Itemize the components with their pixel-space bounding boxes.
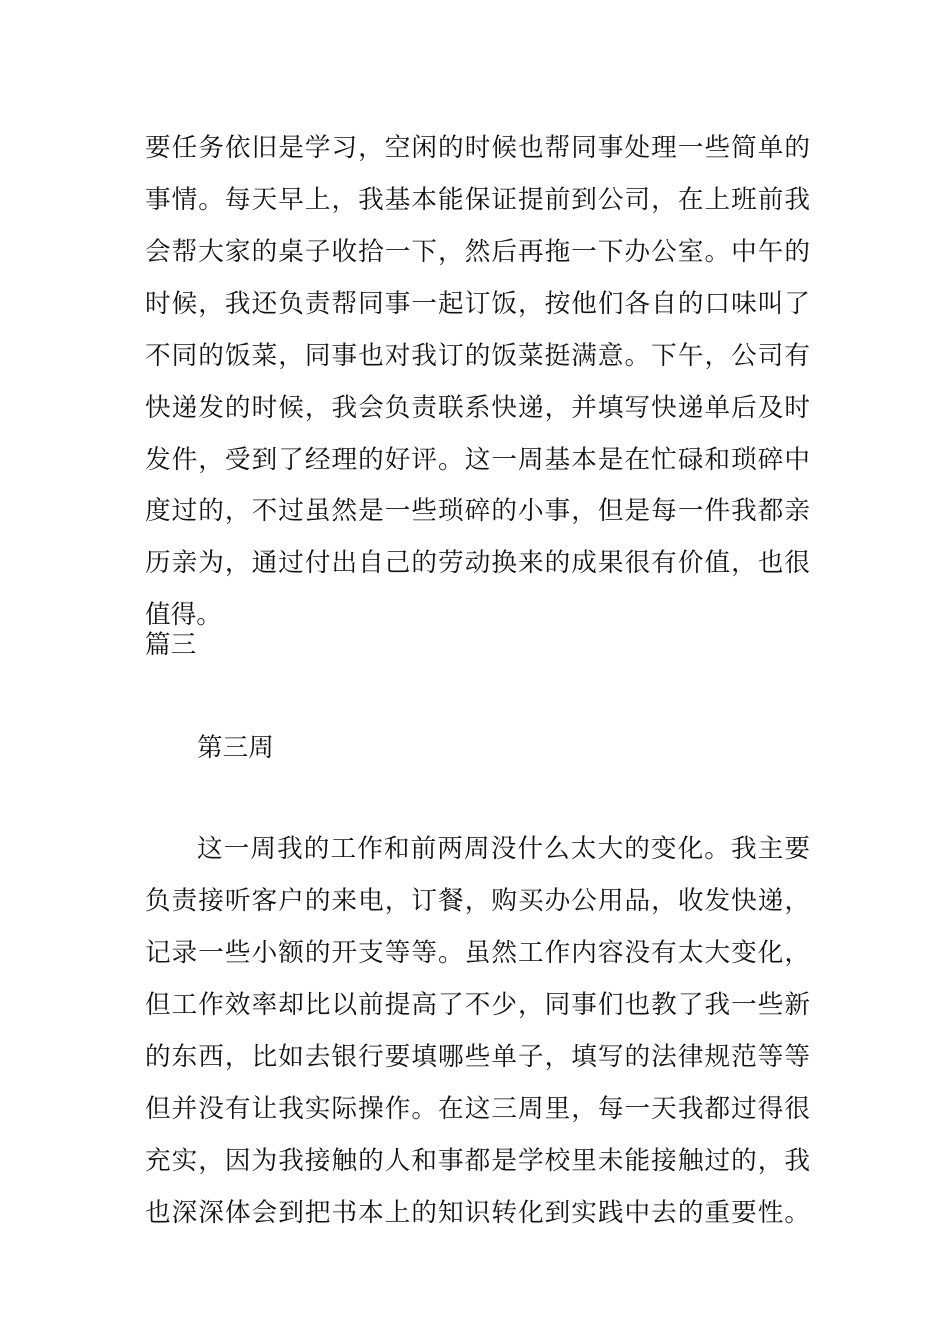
- paragraph-line: 充实，因为我接触的人和事都是学校里未能接触过的，我: [145, 1146, 810, 1176]
- paragraph-line: 会帮大家的桌子收拾一下，然后再拖一下办公室。中午的: [145, 237, 810, 267]
- paragraph-line: 要任务依旧是学习，空闲的时候也帮同事处理一些简单的: [145, 133, 810, 163]
- paragraph-line: 这一周我的工作和前两周没什么太大的变化。我主要: [197, 834, 810, 864]
- section-heading: 篇三: [145, 630, 197, 660]
- paragraph-line: 时候，我还负责帮同事一起订饭，按他们各自的口味叫了: [145, 289, 810, 319]
- paragraph-line: 快递发的时候，我会负责联系快递，并填写快递单后及时: [145, 393, 810, 423]
- paragraph-line: 事情。每天早上，我基本能保证提前到公司，在上班前我: [145, 185, 810, 215]
- paragraph-line: 负责接听客户的来电，订餐，购买办公用品，收发快递，: [145, 886, 810, 916]
- paragraph-line: 记录一些小额的开支等等。虽然工作内容没有太大变化，: [145, 938, 810, 968]
- paragraph-line: 发件，受到了经理的好评。这一周基本是在忙碌和琐碎中: [145, 445, 810, 475]
- paragraph-line: 值得。: [145, 600, 222, 630]
- paragraph-line: 也深深体会到把书本上的知识转化到实践中去的重要性。: [145, 1198, 810, 1228]
- paragraph-line: 不同的饭菜，同事也对我订的饭菜挺满意。下午，公司有: [145, 341, 810, 371]
- week-title: 第三周: [197, 733, 274, 763]
- paragraph-line: 的东西，比如去银行要填哪些单子，填写的法律规范等等: [145, 1042, 810, 1072]
- paragraph-line: 度过的，不过虽然是一些琐碎的小事，但是每一件我都亲: [145, 496, 810, 526]
- paragraph-line: 但并没有让我实际操作。在这三周里，每一天我都过得很: [145, 1094, 810, 1124]
- paragraph-line: 但工作效率却比以前提高了不少，同事们也教了我一些新: [145, 990, 810, 1020]
- paragraph-line: 历亲为，通过付出自己的劳动换来的成果很有价值，也很: [145, 548, 810, 578]
